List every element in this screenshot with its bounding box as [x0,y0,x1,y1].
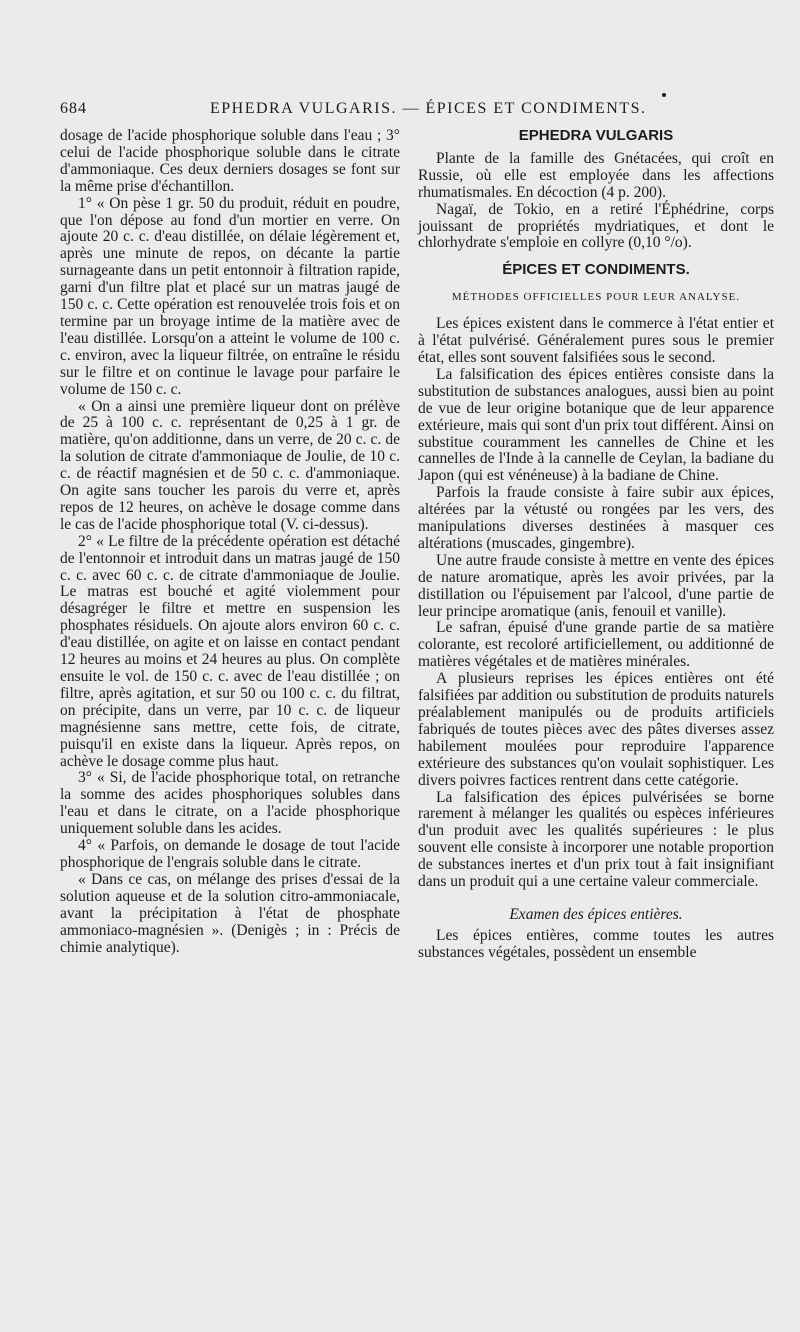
paragraph: La falsification des épices pulvérisées se borne rarement à mélanger les qualités ou espèces inférieures d'un produit avec les qualités supérieures : le plus souvent elle consiste à incorporer une notable proportion de substances inertes et d'un prix tout à fait insignifiant dans un produit qui a une certaine valeur commerciale. [418,788,774,891]
subheading-methods: MÉTHODES OFFICIELLES POUR LEUR ANALYSE. [451,291,741,304]
paragraph: 2° « Le filtre de la précédente opération est détaché de l'entonnoir et introduit dans un matras jaugé de 150 c. c. avec 60 c. c. de citrate d'ammoniaque de Joulie. Le matras est bouché et agité violemment pour désagréger le filtre et mettre en suspension les phosphates résiduels. On ajoute alors environ 60 c. c. d'eau distillée, on agite et on laisse en contact pendant 12 heures au moins et 24 heures au plus. On complète ensuite le vol. de 150 c. c. avec de l'eau distillée ; on filtre, après agitation, et sur 50 ou 100 c. c. du filtrat, on précipite, dans un verre, par 10 c. c. de liqueur magnésienne sans mettre, cette fois, de citrate, puisqu'il en existe dans la liqueur. Après repos, on achève le dosage comme plus haut. [60,532,400,770]
paragraph: La falsification des épices entières consiste dans la substitution de substances analogues, aussi bien au point de vue de leur origine botanique que de leur apparence extérieure, mais qui sont d'un prix tout différent. Ainsi on substitue couramment les cannelles de Chine et les cannelles de l'Inde à la cannelle de Ceylan, la badiane du Japon (qui est vénéneuse) à la badiane de Chine. [418,365,774,485]
paragraph: Nagaï, de Tokio, en a retiré l'Éphédrine, corps jouissant de propriétés mydriatiques, et dont le chlorhydrate s'emploie en collyre (0,10 °/o). [418,200,774,252]
section-heading-ephedra: EPHEDRA VULGARIS [518,127,674,144]
paragraph: dosage de l'acide phosphorique soluble dans l'eau ; 3° celui de l'acide phosphorique soluble dans le citrate d'ammoniaque. Ces deux derniers dosages se font sur la même prise d'échantillon. [60,127,400,195]
paragraph: 4° « Parfois, on demande le dosage de tout l'acide phosphorique de l'engrais soluble dans le citrate. [60,837,400,871]
paragraph: « On a ainsi une première liqueur dont on prélève de 25 à 100 c. c. représentant de 0,25 à 1 gr. de matière, qu'on additionne, dans un verre, de 20 c. c. de la solution de citrate d'ammoniaque de Joulie, de 10 c. c. de réactif magnésien et de 50 c. c. d'ammoniaque. On agite sans toucher les parois du verre et, après repos de 12 heures, on achève le dosage comme dans le cas de l'acide phosphorique total (V. ci-dessus). [60,397,400,533]
paragraph: Les épices existent dans le commerce à l'état entier et à l'état pulvérisé. Généralement pures sous le premier état, elles sont souvent falsifiées sous le second. [418,315,774,366]
paragraph: Plante de la famille des Gnétacées, qui croît en Russie, où elle est employée dans les affections rhumatismales. En décoction (4 p. 200). [418,149,774,201]
section-heading-epices: ÉPICES ET CONDIMENTS. [502,261,690,279]
left-column [60,128,400,956]
running-title: EPHEDRA VULGARIS. — ÉPICES ET CONDIMENTS. [210,100,647,117]
page-number: 684 [60,100,87,117]
subheading-examen: Examen des épices entières. [509,905,683,923]
ink-dot [662,93,666,97]
paragraph: Les épices entières, comme toutes les autres substances végétales, possèdent un ensemble [418,926,774,961]
right-column [418,128,774,962]
paragraph: Parfois la fraude consiste à faire subir aux épices, altérées par la vétusté ou rongées par les vers, des manipulations diverses destinées à masquer ces altérations (muscades, gingembre). [418,484,774,552]
paragraph: 3° « Si, de l'acide phosphorique total, on retranche la somme des acides phosphoriques solubles dans l'eau et dans le citrate, on a l'acide phosphorique uniquement soluble dans les acides. [60,769,400,838]
paragraph: A plusieurs reprises les épices entières ont été falsifiées par addition ou substitution de produits naturels préalablement manipulés ou de produits artificiels fabriqués de toutes pièces avec des pâtes diverses assez habilement moulées pour reproduire l'apparence extérieure des substances qu'on voulait sophistiquer. Les divers poivres factices rentrent dans cette catégorie. [418,670,775,789]
paragraph: 1° « On pèse 1 gr. 50 du produit, réduit en poudre, que l'on dépose au fond d'un mortier en verre. On ajoute 20 c. c. d'eau distillée, on délaie légèrement et, après une minute de repos, on décante la partie surnageante dans un petit entonnoir à filtration rapide, garni d'un filtre plat et placé sur un matras jaugé de 150 c. c. Cette opération est renouvelée trois fois et on termine par un broyage intime de la matière avec de l'eau distillée. Lorsqu'on a atteint le volume de 100 c. c. environ, avec la liqueur filtrée, on entraîne le résidu sur le filtre et on continue le lavage pour parfaire le volume de 150 c. c. [60,194,400,398]
paragraph: « Dans ce cas, on mélange des prises d'essai de la solution aqueuse et de la solution citro-ammoniacale, avant la précipitation à l'état de phosphate ammoniaco-magnésien ». (Denigès ; in : Précis de chimie analytique). [60,870,400,956]
running-header [60,100,760,124]
paragraph: Le safran, épuisé d'une grande partie de sa matière colorante, est recoloré artificiellement, ou additionné de matières végétales et de matières minérales. [418,619,774,671]
paragraph: Une autre fraude consiste à mettre en vente des épices de nature aromatique, après les avoir privées, par la distillation ou l'épuisement par l'alcool, d'une partie de leur principe aromatique (anis, fenouil et vanille). [418,551,774,620]
